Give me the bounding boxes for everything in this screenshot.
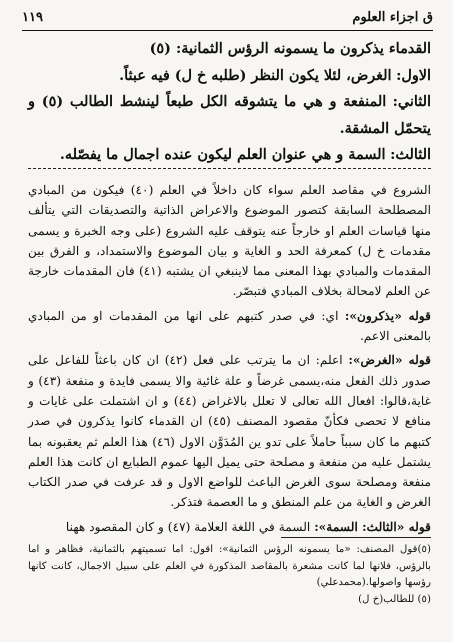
commentary-text-4: السمة في اللغة العلامة (٤٧) و كان المقصود ههنا: [65, 519, 311, 534]
third-label: الثالث:: [390, 146, 431, 163]
commentary-paragraph-1: الشروع في مقاصد العلم سواء كان داخلاً في العلم (٤٠) فيكون من المبادي المصطلحة السابقة كتصور الموضوع والاعراض الذاتية والتصديقات التي يتألف منها قياسات العلم او خارجاً عنه يتوقف عليه الشروع (على وجه الخبرة و يسمى مقدمات خ ل) كمعرفة الحد و الغاية و بيان الموضوع والاستمداد، و الفرق بين المقدمات والمبادي بهذا المعنى مما لاينبغي ان يشتبه (٤١) فان المقدمات خارجة عن العلم لامحالة بخلاف المبادي فتبصّر.: [28, 183, 431, 299]
footnotes: [28, 542, 431, 608]
intro-text: القدماء يذكرون ما يسمونه الرؤس الثمانية: (٥): [149, 40, 431, 57]
first-label: الاول:: [396, 66, 431, 84]
page-header: [22, 4, 433, 31]
commentary-label-4: قوله «الثالث: السمة»:: [314, 519, 431, 534]
section-divider: [28, 168, 431, 169]
commentary: [28, 180, 431, 537]
footnote-divider: [281, 537, 431, 538]
third-text: السمة و هي عنوان العلم ليكون عنده اجمال ما يفصّله.: [59, 146, 386, 163]
commentary-text-3: اعلم: ان ما يترتب على فعل (٤٢) ان كان باعثاً للفاعل على صدور ذلك الفعل منه،يسمى غرضاً و علة غائية والا يسمى فايدة و منفعة (٤٣) و غاية،قالوا: افعال الله تعالى لا تعلل بالاغراض (٤٤) و ان اشتملت على غايات و منافع لا تحصى فكأنّ مقصود المصنف (٤٥) ان القدماء كانوا يذكرون في صدر كتبهم ما كان سبباً حاملاً على تدو ين المُدَوَّن الاول (٤٦) هذا العلم ثم يعقبونه بما يشتمل عليه من منفعة و مصلحة حتى يميل اليها عموم الطبايع ان كانت هذا العلم منفعة ومصلحة سوى الغرض الباعث للواضع الاول و قد عرفت في صدر الكتاب الغرض و الغاية من علم المنطق و ما العصمة فتذكر.: [28, 353, 431, 510]
commentary-label-2: قوله «يذكرون»:: [344, 308, 431, 323]
commentary-text-2: اي: في صدر كتبهم على انها من المقدمات او من المبادي بالمعنى الاعم.: [28, 308, 431, 344]
commentary-label-3: قوله «الغرض»:: [348, 353, 431, 368]
second-item: [28, 89, 431, 142]
intro-line: [28, 36, 431, 63]
third-item: [28, 142, 431, 169]
first-text: الغرض، لئلا يكون النظر (طلبه خ ل) فيه عبثاً.: [119, 66, 392, 84]
second-text: المنفعة و هي ما يتشوقه الكل طبعاً لينشط الطالب (٥) و يتحمّل المشقة.: [28, 93, 431, 137]
commentary-paragraph-2: [28, 306, 431, 347]
running-head: ق اجزاء العلوم: [352, 9, 433, 25]
commentary-paragraph-3: [28, 350, 431, 512]
first-item: [28, 63, 431, 90]
footnote-2: (٥) للطالب(خ ل): [358, 593, 431, 605]
second-label: الثاني:: [392, 93, 431, 110]
main-text: [28, 36, 431, 169]
page-number: ١١٩: [22, 9, 43, 25]
commentary-paragraph-4: [28, 517, 431, 537]
footnote-1: (٥)قول المصنف: «ما يسمونه الرؤس الثمانية»: اقول: اما تسميتهم بالثمانية، فظاهر و اما بالرؤس، فلانها لما كانت مشعرة بالمقاصد المذكورة في العلم على سبيل الاجمال، كانت كانها رؤسها واصولها.(محمدعلي): [28, 544, 431, 588]
